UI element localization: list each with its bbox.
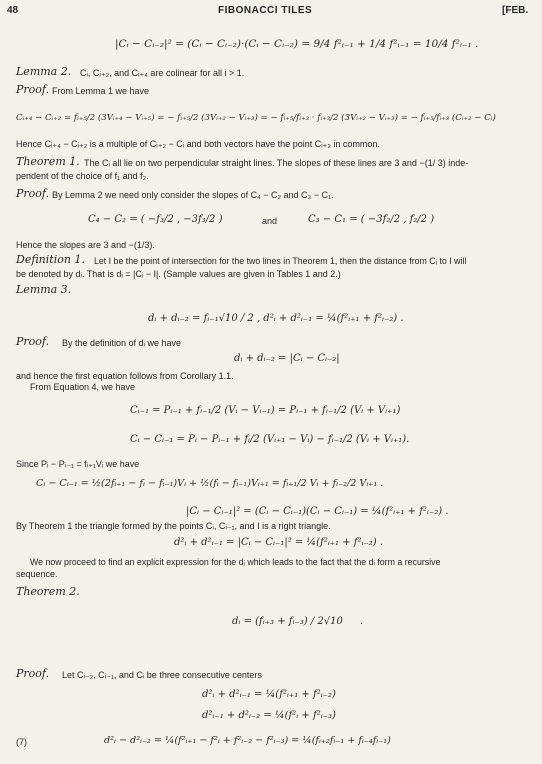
theorem-1-text-a: The Cᵢ all lie on two perpendicular straight lines. The slopes of these lines are 3 and −(1/ 3) inde- xyxy=(84,158,469,168)
hence-1: Hence Cᵢ₊₄ − Cᵢ₊₂ is a multiple of Cᵢ₊₂ − Cᵢ and both vectors have the point Cᵢ₊₂ in common. xyxy=(16,139,380,149)
proof-1-text: From Lemma 1 we have xyxy=(52,86,150,96)
equation-theorem-2: dᵢ = (fᵢ₊₃ + fᵢ₋₃) / 2√10 xyxy=(232,616,343,627)
from-equation-4: From Equation 4, we have xyxy=(30,382,136,392)
lemma-2-text: Cᵢ, Cᵢ₊₂, and Cᵢ₊₄ are colinear for all i > 1. xyxy=(80,68,245,78)
proof-2-text: By Lemma 2 we need only consider the slopes of C₄ − C₂ and C₃ − C₁. xyxy=(52,190,334,200)
equation-number: (7) xyxy=(16,737,27,747)
running-title: FIBONACCI TILES xyxy=(218,5,313,16)
lemma-3-label: Lemma 3. xyxy=(16,283,72,296)
equation-proof-3: d²ᵢ − d²ᵢ₋₂ = ¼(f²ᵢ₊₁ − f²ᵢ + f²ᵢ₋₂ − f²ᵢ₋₃) = ¼(fᵢ₊₂fᵢ₋₁ + fᵢ₋₄fᵢ₋₁) xyxy=(104,735,391,746)
equation-right-triangle: d²ᵢ + d²ᵢ₋₁ = |Cᵢ − Cᵢ₋₁|² = ¼(f²ᵢ₊₁ + f²ᵢ₋₂) . xyxy=(174,537,384,548)
issue-label: [FEB. xyxy=(502,5,529,16)
first-eq-follows: and hence the first equation follows from Corollary 1.1. xyxy=(16,371,234,381)
equation-c-i-minus-1: Cᵢ₋₁ = Pᵢ₋₁ + fᵢ₋₁/2 (Vᵢ − Vᵢ₋₁) = Pᵢ₋₁ + fᵢ₋₁/2 (Vᵢ + Vᵢ₊₁) xyxy=(130,405,401,416)
hence-slopes: Hence the slopes are 3 and −(1/3). xyxy=(16,240,155,250)
by-theorem-1: By Theorem 1 the triangle formed by the points Cᵢ, Cᵢ₋₁, and I is a right triangle. xyxy=(16,521,331,531)
equation-top: |Cᵢ − Cᵢ₋₂|² = (Cᵢ − Cᵢ₋₂)·(Cᵢ − Cᵢ₋₂) = 9/4 f²ᵢ₋₁ + 1/4 f²ᵢ₋₁ = 10/4 f²ᵢ₋₁ . xyxy=(115,38,479,50)
proof-3-label: Proof. xyxy=(16,335,50,348)
equation-proof-2: d²ᵢ₋₁ + d²ᵢ₋₂ = ¼(f²ᵢ + f²ᵢ₋₃) xyxy=(202,710,336,721)
proof-4-label: Proof. xyxy=(16,667,50,680)
proof-1-label: Proof. xyxy=(16,83,50,96)
definition-1-label: Definition 1. xyxy=(16,253,85,266)
equation-slopes-right: C₃ − C₁ = ( −3f₂/2 , f₂/2 ) xyxy=(308,214,435,225)
equation-lemma-3: dᵢ + dᵢ₋₂ = fᵢ₋₁√10 / 2 , d²ᵢ + d²ᵢ₋₁ = ¼(f²ᵢ₊₁ + f²ᵢ₋₂) . xyxy=(148,313,404,324)
proceed-text-b: sequence. xyxy=(16,569,58,579)
since-line: Since Pᵢ − Pᵢ₋₁ = fᵢ₊₁Vᵢ we have xyxy=(16,459,140,469)
equation-lemma-2: Cᵢ₊₄ − Cᵢ₊₂ = fᵢ₊₅/2 (3Vᵢ₊₄ − Vᵢ₊₅) = − fᵢ₊₅/2 (3Vᵢ₊₂ − Vᵢ₊₃) = − fᵢ₊₅/fᵢ₊₃ · fᵢ₊₃/2 (3Vᵢ₊₂ − Vᵢ₊₃) = − fᵢ₊₅/fᵢ₊₃ (Cᵢ₊₂ − Cᵢ) xyxy=(16,113,496,123)
equation-norm: |Cᵢ − Cᵢ₋₁|² = (Cᵢ − Cᵢ₋₁)(Cᵢ − Cᵢ₋₁) = ¼(f²ᵢ₊₁ + f²ᵢ₋₂) . xyxy=(186,506,449,517)
equation-c-i-difference: Cᵢ − Cᵢ₋₁ = Pᵢ − Pᵢ₋₁ + fᵢ/2 (Vᵢ₊₁ − Vᵢ) − fᵢ₋₁/2 (Vᵢ + Vᵢ₊₁). xyxy=(130,434,410,445)
equation-slopes-and: and xyxy=(262,216,278,226)
definition-1-text-b: be denoted by dᵢ. That is dᵢ = |Cᵢ − I|. (Sample values are given in Tables 1 and 2.) xyxy=(16,269,341,279)
theorem-1-label: Theorem 1. xyxy=(16,155,80,168)
equation-theorem-2-period: . xyxy=(360,616,364,627)
page-number: 48 xyxy=(7,5,19,16)
lemma-2-label: Lemma 2. xyxy=(16,65,72,78)
proof-4-text: Let Cᵢ₋₂, Cᵢ₋₁, and Cᵢ be three consecutive centers xyxy=(62,670,262,680)
proceed-text-a: We now proceed to find an explicit expression for the dᵢ which leads to the fact that the dᵢ form a recursive xyxy=(30,557,441,567)
equation-proof-1: d²ᵢ + d²ᵢ₋₁ = ¼(f²ᵢ₊₁ + f²ᵢ₋₂) xyxy=(202,689,336,700)
proof-3-text: By the definition of dᵢ we have xyxy=(62,338,181,348)
equation-since: Cᵢ − Cᵢ₋₁ = ½(2fᵢ₊₁ − fᵢ − fᵢ₋₁)Vᵢ + ½(fᵢ − fᵢ₋₁)Vᵢ₊₁ = fᵢ₊₁/2 Vᵢ + fᵢ₋₂/2 Vᵢ₊₁ . xyxy=(36,478,384,489)
theorem-2-label: Theorem 2. xyxy=(16,585,80,598)
equation-slopes-left: C₄ − C₂ = ( −f₃/2 , −3f₃/2 ) xyxy=(88,214,223,225)
equation-def-di: dᵢ + dᵢ₋₂ = |Cᵢ − Cᵢ₋₂| xyxy=(234,353,340,364)
theorem-1-text-b: pendent of the choice of f₁ and f₂. xyxy=(16,171,149,181)
proof-2-label: Proof. xyxy=(16,187,50,200)
definition-1-text-a: Let I be the point of intersection for the two lines in Theorem 1, then the distance from Cᵢ to I will xyxy=(94,256,467,266)
